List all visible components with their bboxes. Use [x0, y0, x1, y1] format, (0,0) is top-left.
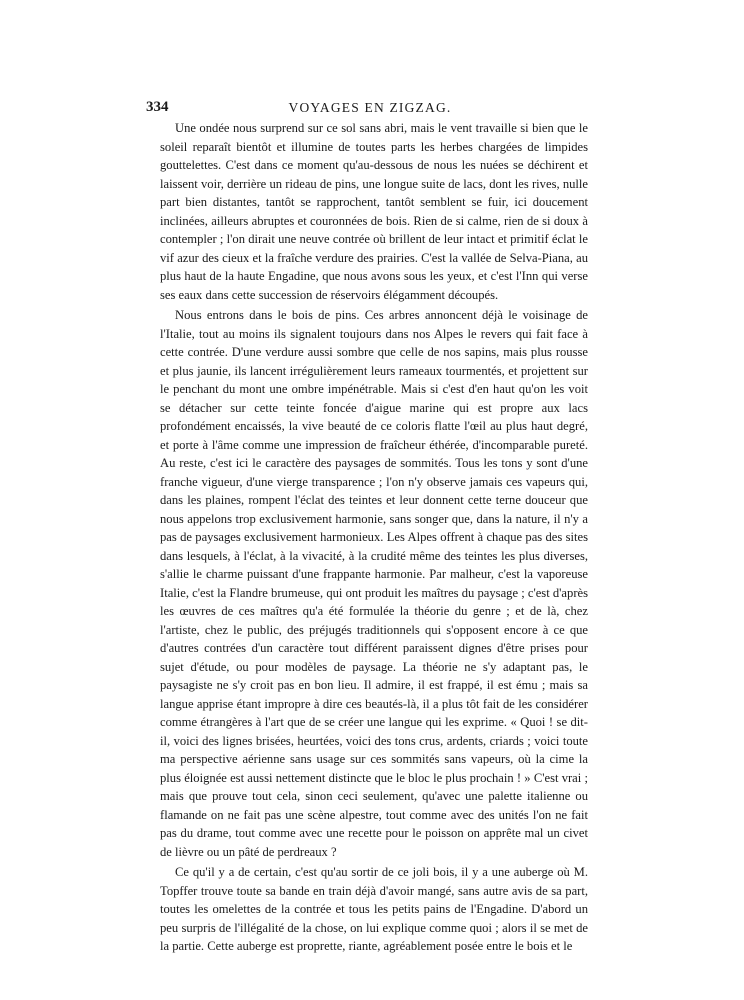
paragraph: Nous entrons dans le bois de pins. Ces arbres annoncent déjà le voisinage de l'Italie, tout au moins ils signalent toujours dans nos Alpes le revers qui fait face à cette contrée. D'une verdure aussi sombre que celle de nos sapins, mais plus rousse et plus jaunie, ils lancent irrégulièrement leurs rameaux tourmentés, et projettent sur le penchant du mont une ombre impénétrable. Mais si c'est d'en haut qu'on les voit se détacher sur cette teinte foncée d'aigue marine qui est propre aux lacs profondément encaissés, la vive beauté de ce coloris flatte l'œil au plus haut degré, et porte à l'âme comme une impression de fraîcheur éthérée, d'incomparable pureté. Au reste, c'est ici le caractère des paysages de sommités. Tous les tons y sont d'une franche vigueur, d'une vierge transparence ; l'on n'y observe jamais ces vapeurs qui, dans les plaines, rompent l'éclat des teintes et leur donnent cette terne douceur que nous appelons trop exclusivement harmonie, sans songer que, dans la nature, il n'y a pas de paysages exclusivement harmonieux. Les Alpes offrent à chaque pas des sites dans lesquels, à l'éclat, à la vivacité, à la crudité même des teintes les plus diverses, s'allie le charme puissant d'une frappante harmonie. Par malheur, c'est la vaporeuse Italie, c'est la Flandre brumeuse, qui ont produit les maîtres du paysage ; c'est d'après les œuvres de ces maîtres qu'a été formulée la théorie du genre ; et de là, chez l'artiste, chez le public, des préjugés traditionnels qui s'opposent encore à ce que d'autres contrées d'un caractère tout différent paraissent dignes d'être prises pour sujet d'étude, ou pour modèles de paysage. La théorie ne s'y adaptant pas, le paysagiste ne s'y croit pas en bon lieu. Il admire, il est frappé, il est ému ; mais sa langue apprise étant impropre à dire ces beautés-là, il a plus tôt fait de les considérer comme étrangères à l'art que de se créer une langue qui les exprime. « Quoi ! se dit-il, voici des lignes brisées, heurtées, voici des tons crus, ardents, criards ; voici toute ma perspective aérienne sans usage sur ces sommités sans vapeurs, où la cime la plus éloignée est aussi nettement distincte que le bloc le plus prochain ! » C'est vrai ; mais que prouve tout cela, sinon ceci seulement, qu'avec une palette italienne ou flamande on ne fait pas une scène alpestre, tout comme avec des unités l'on ne fait pas du drame, tout comme avec une recette pour le poisson on apprête mal un civet de lièvre ou un pâté de perdreaux ?	[160, 308, 588, 859]
body-text	[160, 119, 588, 956]
paragraph: Ce qu'il y a de certain, c'est qu'au sortir de ce joli bois, il y a une auberge où M. Topffer trouve toute sa bande en train déjà d'avoir mangé, sans autre avis de sa part, toutes les omelettes de la contrée et tous les petits pains de l'Engadine. D'abord un peu surpris de l'illégalité de la chose, on lui explique comme quoi ; alors il se met de la partie. Cette auberge est proprette, riante, agréablement posée entre le bois et le	[160, 865, 588, 953]
page-header	[146, 99, 594, 119]
running-title: VOYAGES EN ZIGZAG.	[288, 100, 452, 115]
page-number: 334	[146, 99, 169, 115]
paragraph: Une ondée nous surprend sur ce sol sans abri, mais le vent travaille si bien que le soleil reparaît bientôt et illumine de toutes parts les herbes chargées de limpides gouttelettes. C'est dans ce moment qu'au-dessous de nous les nuées se déchirent et laissent voir, derrière un rideau de pins, une longue suite de lacs, dont les rives, nulle part bien distantes, tantôt se rapprochent, tantôt semblent se fuir, ici doucement inclinées, ailleurs abruptes et couronnées de bois. Rien de si calme, rien de si doux à contempler ; l'on dirait une neuve contrée où brillent de leur intact et primitif éclat le vif azur des cieux et la fraîche verdure des prairies. C'est la vallée de Selva-Piana, au plus haut de la haute Engadine, que nous avons sous les yeux, et c'est l'Inn qui verse ses eaux dans cette succession de réservoirs élégamment découpés.	[160, 121, 588, 302]
